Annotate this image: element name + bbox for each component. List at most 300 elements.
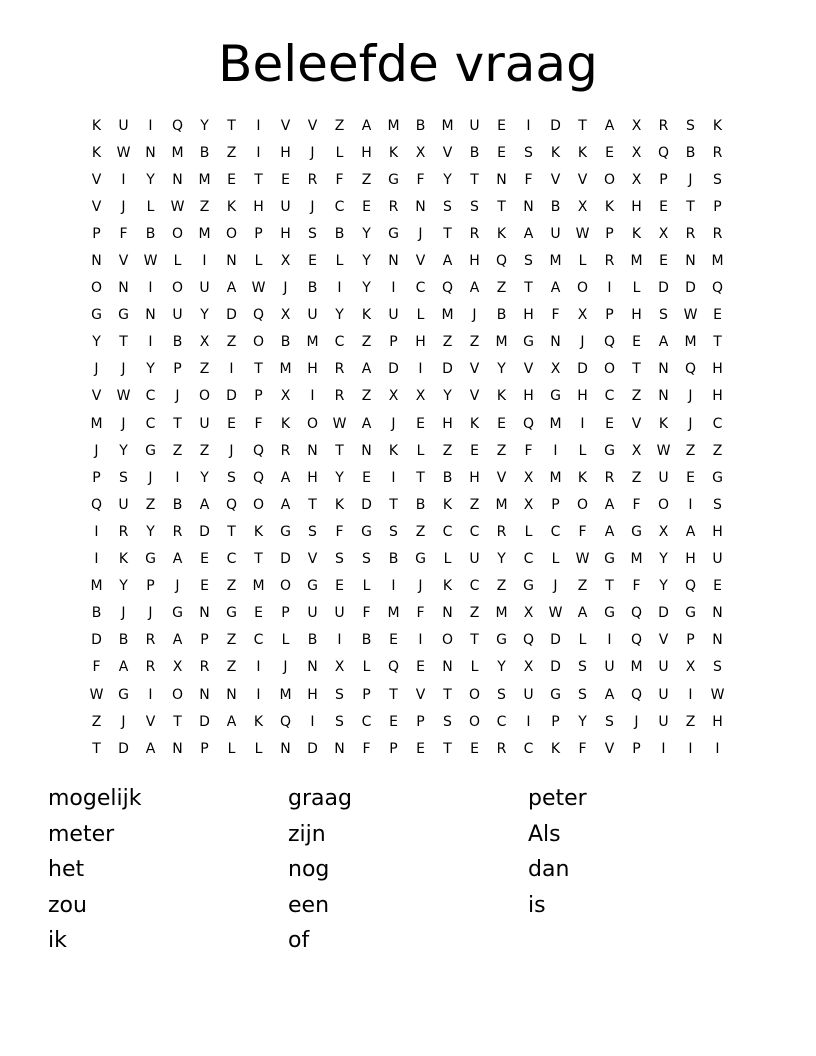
grid-letter: A [361,415,372,432]
grid-letter: Z [496,280,507,297]
grid-letter: X [280,388,291,405]
grid-letter: W [656,442,671,459]
grid-letter: C [496,713,507,730]
grid-row [83,356,731,383]
grid-letter: S [524,253,533,270]
grid-letter: B [280,334,291,351]
grid-letter: W [116,144,131,161]
grid-letter: V [469,388,480,405]
grid-letter: V [442,144,453,161]
grid-letter: J [121,415,126,432]
grid-letter: B [334,225,345,242]
grid-letter: Q [225,496,238,513]
grid-letter: P [551,713,560,730]
grid-letter: W [170,198,185,215]
grid-letter: M [279,361,292,378]
grid-row [83,654,731,681]
grid-letter: M [684,334,697,351]
grid-letter: L [524,523,533,540]
grid-letter: N [91,253,102,270]
word-list-item: is [528,892,546,918]
grid-letter: V [118,253,129,270]
word-list-item: nog [288,857,330,882]
grid-row [83,220,731,247]
grid-letter: Z [199,198,210,215]
grid-row [83,275,731,302]
grid-letter: N [145,307,156,324]
grid-letter: C [712,415,723,432]
grid-letter: B [388,551,399,568]
grid-letter: I [715,740,720,757]
grid-letter: V [550,171,561,188]
grid-letter: C [442,523,453,540]
grid-letter: Z [361,334,372,351]
grid-letter: L [254,740,263,757]
grid-letter: F [416,605,425,622]
grid-letter: U [280,198,291,215]
grid-letter: X [577,307,588,324]
grid-letter: I [148,686,153,703]
grid-letter: V [280,117,291,134]
grid-letter: Q [630,632,643,649]
grid-letter: N [361,442,372,459]
grid-letter: C [145,388,156,405]
grid-letter: H [442,415,453,432]
grid-letter: K [334,496,345,513]
grid-letter: M [171,144,184,161]
grid-letter: P [92,469,101,486]
grid-letter: O [603,361,616,378]
grid-letter: M [711,253,724,270]
grid-letter: O [252,496,265,513]
grid-letter: C [145,415,156,432]
grid-letter: Y [335,307,344,324]
grid-letter: G [712,469,723,486]
grid-letter: E [497,144,506,161]
grid-letter: Y [443,171,452,188]
grid-letter: I [391,280,396,297]
grid-letter: O [576,496,589,513]
grid-letter: E [362,469,371,486]
grid-letter: O [306,415,319,432]
grid-letter: Y [119,442,128,459]
grid-letter: N [658,361,669,378]
grid-letter: K [361,307,372,324]
grid-letter: E [281,171,290,188]
grid-letter: Z [226,144,237,161]
grid-letter: P [713,198,722,215]
grid-letter: D [91,632,102,649]
grid-letter: G [307,578,318,595]
grid-letter: U [334,605,345,622]
grid-letter: F [578,523,587,540]
grid-letter: D [550,117,561,134]
grid-letter: P [200,740,209,757]
grid-letter: M [441,307,454,324]
grid-letter: X [658,225,669,242]
grid-letter: S [443,713,452,730]
grid-letter: L [443,551,452,568]
grid-letter: M [549,469,562,486]
grid-letter: K [442,578,453,595]
grid-letter: X [685,659,696,676]
grid-letter: M [630,551,643,568]
word-list-item: zijn [288,821,326,847]
grid-letter: V [658,632,669,649]
grid-letter: F [578,740,587,757]
grid-letter: S [713,659,722,676]
grid-letter: E [416,740,425,757]
grid-letter: B [199,144,210,161]
grid-letter: E [605,415,614,432]
grid-letter: T [389,496,398,513]
grid-letter: X [199,334,210,351]
grid-letter: V [469,361,480,378]
grid-letter: R [334,361,345,378]
grid-letter: X [523,659,534,676]
grid-letter: D [361,496,372,513]
grid-letter: Q [252,442,265,459]
grid-letter: H [280,144,291,161]
grid-letter: Y [146,171,155,188]
grid-letter: N [307,659,318,676]
grid-letter: T [713,334,722,351]
grid-letter: B [685,144,696,161]
grid-row [83,166,731,193]
grid-letter: J [148,605,153,622]
grid-letter: E [497,415,506,432]
grid-letter: T [443,225,452,242]
grid-letter: F [92,659,101,676]
grid-letter: S [389,523,398,540]
grid-letter: A [280,469,291,486]
grid-letter: N [118,280,129,297]
grid-letter: O [441,632,454,649]
grid-letter: B [118,632,129,649]
grid-letter: I [202,253,207,270]
grid-letter: W [89,686,104,703]
grid-letter: P [92,225,101,242]
grid-letter: J [688,171,693,188]
grid-letter: E [659,253,668,270]
grid-row [83,139,731,166]
grid-letter: W [116,388,131,405]
grid-row [83,329,731,356]
grid-letter: I [337,280,342,297]
grid-letter: K [577,144,588,161]
grid-letter: W [251,280,266,297]
grid-letter: U [172,307,183,324]
grid-letter: Q [252,307,265,324]
grid-letter: A [604,117,615,134]
grid-letter: T [254,171,263,188]
grid-letter: T [686,198,695,215]
grid-letter: J [121,361,126,378]
grid-letter: K [442,496,453,513]
grid-letter: X [631,117,642,134]
grid-letter: S [362,551,371,568]
grid-letter: Z [199,361,210,378]
grid-row [83,518,731,545]
grid-letter: I [175,469,180,486]
grid-letter: X [334,659,345,676]
grid-letter: K [496,388,507,405]
grid-letter: T [335,442,344,459]
grid-letter: J [175,388,180,405]
grid-letter: P [254,225,263,242]
grid-letter: U [658,659,669,676]
grid-letter: N [226,253,237,270]
word-list-item: graag [288,786,352,811]
grid-letter: S [605,713,614,730]
grid-letter: H [307,469,318,486]
grid-letter: Q [711,280,724,297]
grid-letter: H [415,334,426,351]
grid-letter: O [198,388,211,405]
grid-letter: I [337,632,342,649]
grid-letter: I [418,632,423,649]
word-list-item: of [288,928,310,953]
grid-letter: G [604,551,615,568]
grid-letter: Q [90,496,103,513]
grid-letter: X [172,659,183,676]
grid-letter: K [388,442,399,459]
grid-row [83,410,731,437]
grid-letter: L [227,740,236,757]
grid-letter: U [199,415,210,432]
grid-letter: Q [684,361,697,378]
grid-letter: G [523,578,534,595]
grid-letter: G [604,442,615,459]
grid-letter: B [145,225,156,242]
grid-letter: S [335,713,344,730]
grid-letter: Z [226,659,237,676]
grid-letter: C [226,551,237,568]
grid-letter: D [550,632,561,649]
grid-letter: H [523,388,534,405]
grid-letter: N [712,605,723,622]
grid-letter: A [604,523,615,540]
grid-letter: A [361,361,372,378]
grid-letter: H [361,144,372,161]
grid-letter: G [118,307,129,324]
grid-letter: H [631,198,642,215]
grid-letter: H [685,551,696,568]
grid-letter: Y [200,307,209,324]
grid-letter: W [143,253,158,270]
grid-letter: C [334,334,345,351]
grid-letter: R [658,117,669,134]
grid-letter: M [630,253,643,270]
grid-letter: P [605,307,614,324]
grid-letter: Z [631,469,642,486]
grid-letter: S [308,225,317,242]
grid-letter: I [688,740,693,757]
grid-letter: U [118,496,129,513]
grid-letter: O [171,686,184,703]
grid-letter: S [659,307,668,324]
grid-letter: D [442,361,453,378]
grid-letter: X [280,253,291,270]
grid-letter: S [470,198,479,215]
grid-letter: D [388,361,399,378]
grid-letter: T [524,280,533,297]
grid-letter: R [145,632,156,649]
grid-letter: E [227,415,236,432]
grid-letter: N [415,198,426,215]
grid-letter: J [148,469,153,486]
grid-letter: L [416,442,425,459]
grid-letter: E [632,334,641,351]
grid-letter: E [497,117,506,134]
grid-letter: T [443,740,452,757]
grid-letter: Y [578,713,587,730]
grid-letter: I [310,713,315,730]
grid-letter: E [335,578,344,595]
grid-letter: G [631,523,642,540]
word-list-item: peter [528,786,587,811]
word-list-item: dan [528,857,570,882]
grid-letter: U [604,659,615,676]
grid-row [83,247,731,274]
grid-letter: D [280,551,291,568]
grid-letter: Q [387,659,400,676]
grid-letter: N [442,605,453,622]
grid-row [83,112,731,139]
grid-letter: B [91,605,102,622]
grid-letter: R [604,253,615,270]
grid-letter: D [685,280,696,297]
grid-letter: U [658,713,669,730]
grid-letter: J [94,442,99,459]
grid-letter: L [173,253,182,270]
grid-row [83,681,731,708]
grid-letter: X [631,171,642,188]
grid-letter: P [686,632,695,649]
grid-letter: X [523,496,534,513]
grid-letter: Q [522,415,535,432]
grid-letter: T [308,496,317,513]
grid-letter: A [523,225,534,242]
grid-letter: P [416,713,425,730]
grid-letter: Q [279,713,292,730]
grid-letter: E [416,415,425,432]
grid-letter: P [200,632,209,649]
grid-letter: F [362,605,371,622]
grid-letter: F [335,523,344,540]
grid-letter: D [226,388,237,405]
grid-letter: V [91,171,102,188]
grid-letter: N [199,686,210,703]
grid-letter: I [526,713,531,730]
grid-letter: M [387,605,400,622]
grid-letter: Z [631,388,642,405]
grid-letter: L [632,280,641,297]
grid-letter: J [688,388,693,405]
grid-letter: C [334,198,345,215]
grid-letter: Y [497,551,506,568]
grid-letter: K [91,117,102,134]
grid-letter: G [91,307,102,324]
grid-letter: I [688,496,693,513]
grid-letter: Z [361,388,372,405]
grid-row [83,600,731,627]
grid-letter: K [388,144,399,161]
grid-letter: S [119,469,128,486]
grid-letter: D [199,523,210,540]
grid-letter: X [388,388,399,405]
word-list-item: zou [48,892,87,918]
grid-letter: V [577,171,588,188]
word-list-column-1 [48,781,248,959]
grid-letter: P [173,361,182,378]
grid-letter: A [145,740,156,757]
grid-letter: A [469,280,480,297]
grid-letter: I [580,415,585,432]
grid-letter: N [334,740,345,757]
grid-letter: B [307,280,318,297]
grid-letter: O [225,225,238,242]
grid-letter: L [254,253,263,270]
grid-letter: J [175,578,180,595]
grid-letter: H [469,469,480,486]
grid-letter: O [252,334,265,351]
grid-row [83,464,731,491]
grid-row [83,627,731,654]
grid-letter: J [94,361,99,378]
grid-letter: V [604,740,615,757]
grid-letter: Q [630,686,643,703]
grid-letter: P [362,686,371,703]
grid-letter: Q [603,334,616,351]
grid-letter: G [550,686,561,703]
grid-letter: S [578,686,587,703]
grid-letter: I [121,171,126,188]
grid-letter: P [254,388,263,405]
grid-letter: T [227,523,236,540]
grid-letter: G [145,551,156,568]
grid-letter: A [685,523,696,540]
grid-letter: O [468,686,481,703]
grid-letter: E [362,198,371,215]
grid-letter: X [415,388,426,405]
grid-letter: R [388,198,399,215]
grid-letter: A [172,551,183,568]
grid-letter: E [227,171,236,188]
grid-letter: N [226,686,237,703]
grid-letter: S [686,117,695,134]
grid-letter: N [523,198,534,215]
grid-letter: R [172,523,183,540]
grid-letter: G [118,686,129,703]
grid-letter: Y [92,334,101,351]
grid-letter: W [332,415,347,432]
grid-letter: A [658,334,669,351]
grid-letter: N [550,334,561,351]
grid-letter: P [389,334,398,351]
grid-letter: A [361,117,372,134]
grid-letter: D [658,280,669,297]
grid-letter: J [553,578,558,595]
grid-letter: N [280,740,291,757]
grid-letter: J [688,415,693,432]
grid-letter: P [605,225,614,242]
grid-letter: U [712,551,723,568]
grid-letter: L [335,144,344,161]
grid-letter: W [548,605,563,622]
grid-letter: X [523,605,534,622]
grid-letter: J [634,713,639,730]
